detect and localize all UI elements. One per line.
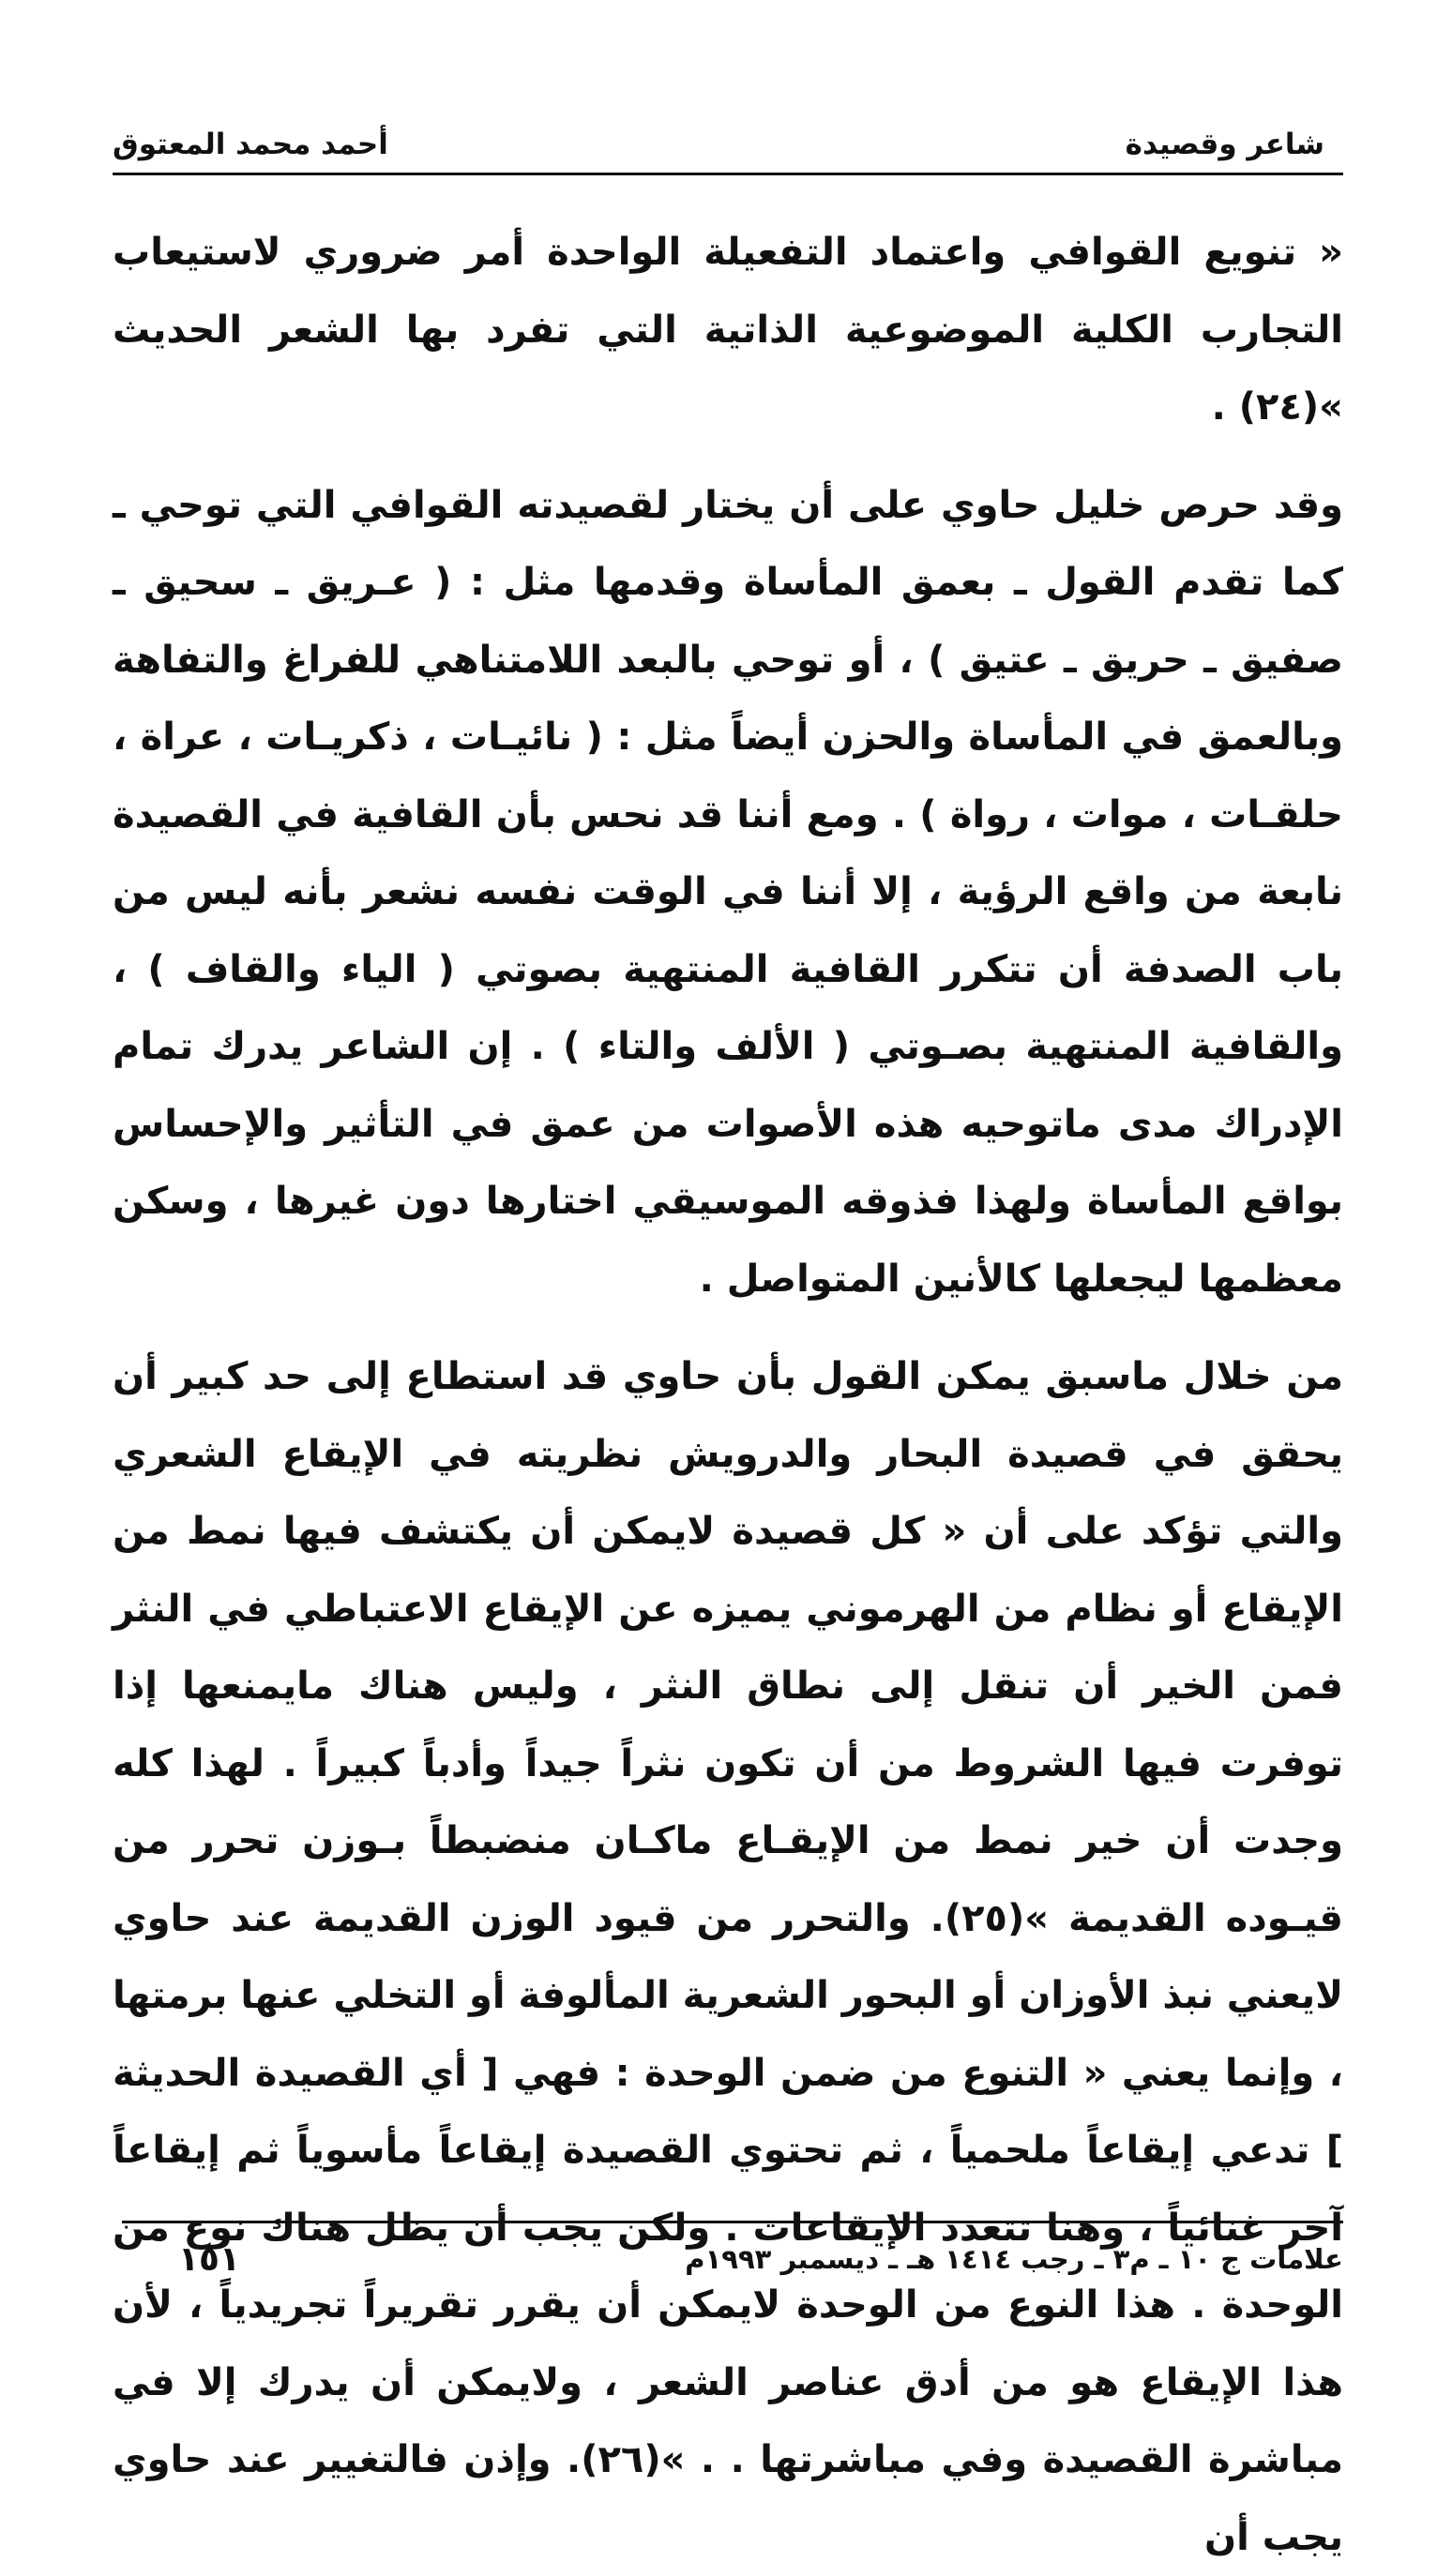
running-header: [113, 105, 1324, 161]
rhyme-paragraph: وقد حرص خليل حاوي على أن يختار لقصيدته القوافي التي توحي ـ كما تقدم القول ـ بعمق المأساة وقدمها مثل : ( عـريق ـ سحيق ـ صفيق ـ حريق ـ عتيق ) ، أو توحي بالبعد اللامتناهي للفراغ والتفاهة وبالعمق في المأساة والحزن أيضاً مثل : ( نائيـات ، ذكريـات ، عراة ، حلقـات ، موات ، رواة ) . ومع أننا قد نحس بأن القافية في القصيدة نابعة من واقع الرؤية ، إلا أننا في الوقت نفسه نشعر بأنه ليس من باب الصدفة أن تتكرر القافية المنتهية بصوتي ( الياء والقاف ) ، والقافية المنتهية بصـوتي ( الألف والتاء ) . إن الشاعر يدرك تمام الإدراك مدى ماتوحيه هذه الأصوات من عمق في التأثير والإحساس بواقع المأساة ولهذا فذوقه الموسيقي اختارها دون غيرها ، وسكن معظمها ليجعلها كالأنين المتواصل .: [113, 483, 1343, 1301]
rhythm-paragraph: من خلال ماسبق يمكن القول بأن حاوي قد استطاع إلى حد كبير أن يحقق في قصيدة البحار والدرويش نظريته في الإيقاع الشعري والتي تؤكد على أن « كل قصيدة لايمكن أن يكتشف فيها نمط من الإيقاع أو نظام من الهرموني يميزه عن الإيقاع الاعتباطي في النثر فمن الخير أن تنقل إلى نطاق النثر ، وليس هناك مايمنعها إذا توفرت فيها الشروط من أن تكون نثراً جيداً وأدباً كبيراً . لهذا كله وجدت أن خير نمط من الإيقـاع ماكـان منضبطاً بـوزن تحرر من قيـوده القديمة »(٢٥). والتحرر من قيود الوزن القديمة عند حاوي لايعني نبذ الأوزان أو البحور الشعرية المألوفة أو التخلي عنها برمتها ، وإنما يعني « التنوع من ضمن الوحدة : فهي [ أي القصيدة الحديثة ] تدعي إيقاعاً ملحمياً ، ثم تحتوي القصيدة إيقاعاً مأسوياً ثم إيقاعاً آخر غنائياً ، وهنا تتعدد الإيقاعات . ولكن يجب أن يظل هناك نوع من الوحدة . هذا النوع من الوحدة لايمكن أن يقرر تقريراً تجريدياً ، لأن هذا الإيقاع هو من أدق عناصر الشعر ، ولايمكن أن يدرك إلا في مباشرة القصيدة وفي مباشرتها . . »(٢٦). وإذن فالتغيير عند حاوي يجب أن: [113, 1355, 1343, 2559]
page-number: ١٥١: [178, 2239, 240, 2279]
section-title: شاعر وقصيدة: [1125, 128, 1324, 161]
footer-rule: [122, 2221, 1343, 2223]
journal-info: علامات ج ١٠ ـ م٣ ـ رجب ١٤١٤ هـ ـ ديسمبر ١٩٩٣م: [685, 2243, 1343, 2275]
quote-paragraph: « تنويع القوافي واعتماد التفعيلة الواحدة أمر ضروري لاستيعاب التجارب الكلية الموضوعية الذاتية التي تفرد بها الشعر الحديث »(٢٤) .: [113, 231, 1343, 429]
author-name: أحمد محمد المعتوق: [113, 128, 388, 161]
page-footer: [122, 2236, 1343, 2282]
header-rule: [113, 173, 1343, 175]
